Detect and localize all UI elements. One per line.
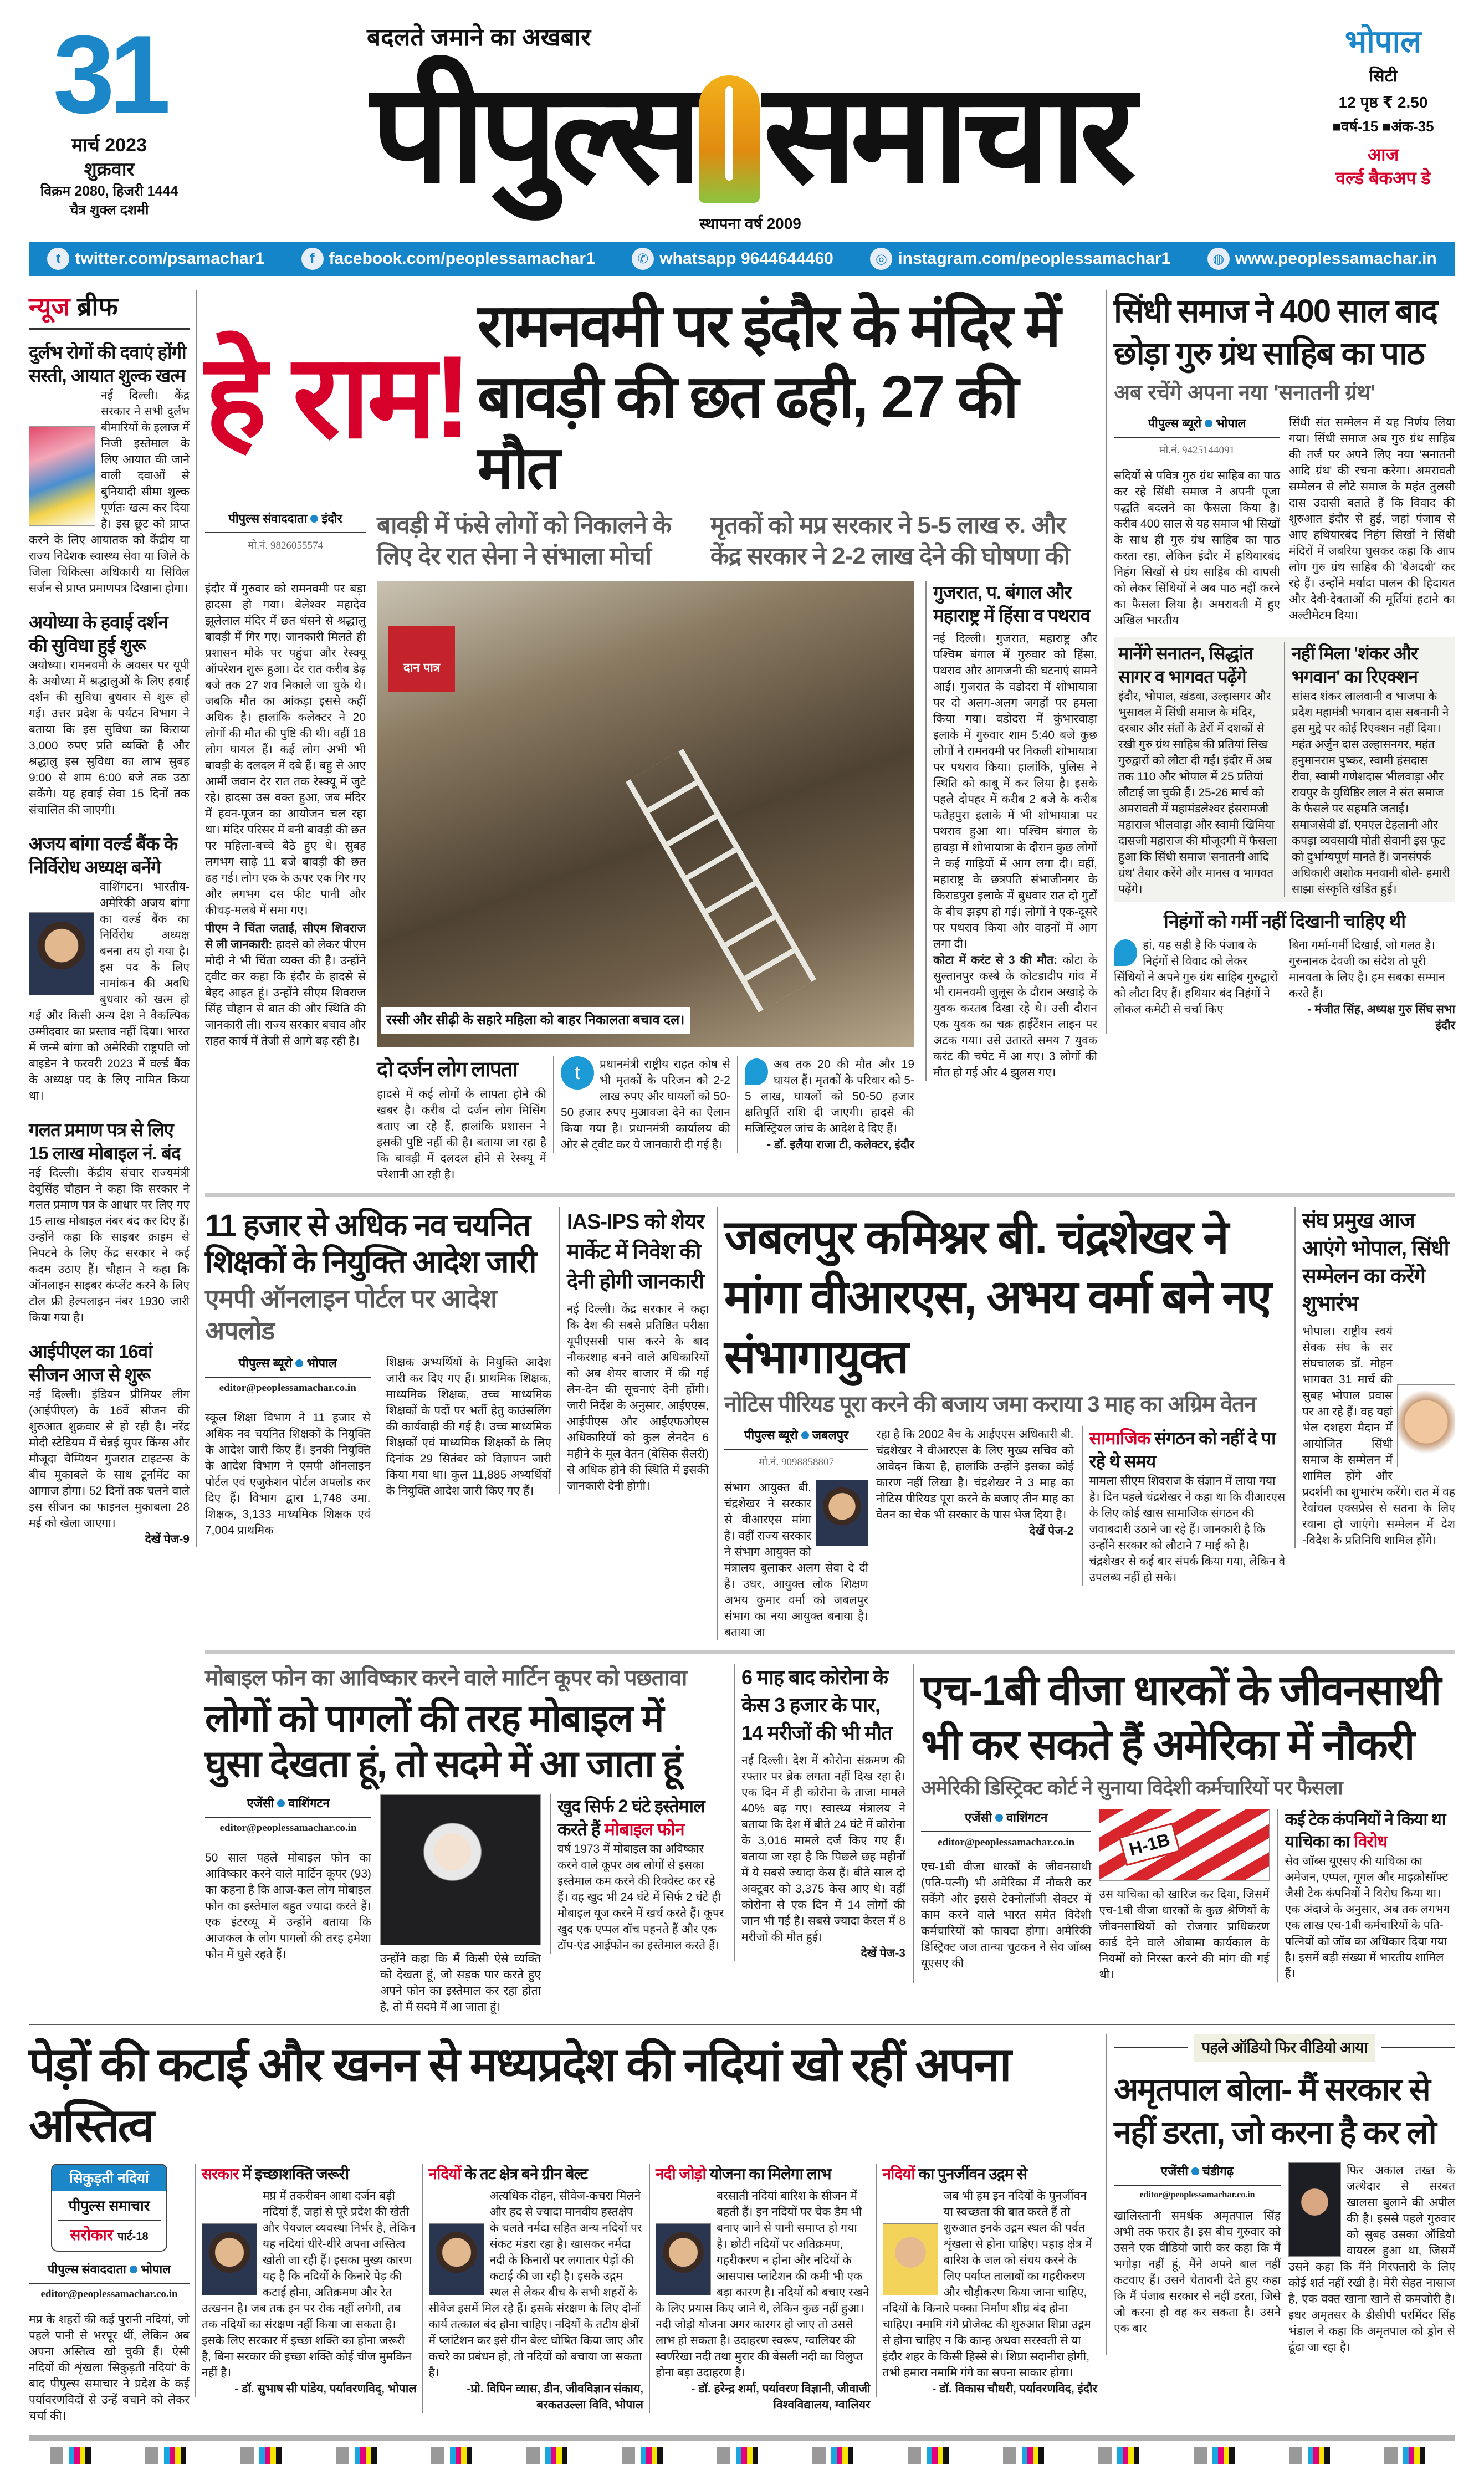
- byline-email[interactable]: editor@peoplessamachar.co.in: [219, 1382, 356, 1394]
- byline-email[interactable]: editor@peoplessamachar.co.in: [1139, 2190, 1255, 2200]
- box-body: वर्ष 1973 में मोबाइल का अविष्कार करने वाले कूपर अब लोगों से इसका इस्तेमाल कम करने की रिक्वेस्ट कर रहे हैं। वह खुद भी 24 घंटे में सिर्फ 2 घंटे ही मोबाइल यूज करने में खर्च करते हैं। कूपर खुद एक एप्पल वॉच पहनते हैं और एक टॉप-एंड आईफोन का इस्तेमाल करते हैं।: [557, 1843, 724, 1952]
- rivers-columns: [29, 2164, 1097, 2424]
- today-label: आज: [1367, 145, 1399, 165]
- brief-body: अयोध्या। रामनवमी के अवसर पर यूपी के अयोध्या में श्रद्धालुओं के लिए हवाई दर्शन की सुविधा बुधवार से शुरू हो गई। उत्तर प्रदेश के पर्यटन विभाग ने बताया कि इस सुविधा का किराया 3,000 रुपए प्रति व्यक्ति है और श्रद्धालु इस सुविधा का लाभ सुबह 9:00 से शाम 6:00 बजे तक उठा सकेंगे। यह हवाई सेवा 15 दिनों तक संचालित की जाएगी।: [29, 659, 190, 816]
- box-title: खुद सिर्फ 2 घंटे इस्तेमाल करते हैं मोबाइल फोन: [557, 1796, 705, 1839]
- ajay-banga-photo: [29, 912, 94, 995]
- expert-view[interactable]: [422, 2164, 644, 2413]
- sindhi-subhead: अब रचेंगे अपना नया 'सनातनी ग्रंथ': [1114, 381, 1376, 405]
- corona-headline: 6 माह बाद कोरोना के केस 3 हजार के पार, 14 मरीजों की भी मौत: [741, 1666, 892, 1744]
- sindhi-byline: [1114, 415, 1280, 628]
- amritpal-kicker-row: [1114, 2034, 1455, 2062]
- logo-text-1: पीपुल्स: [371, 56, 696, 211]
- h1b-body-1: एच-1बी वीजा धारकों के जीवनसाथी (पति-पत्नी) भी अमेरिका में नौकरी कर सकेंगे और इससे टेक्नोलॉजी सेक्टर में काम करने वाले भारत समेत विदेशी कर्मचारियों को फायदा होगा। अमेरिकी डिस्ट्रिक्ट जज तान्या चुटकन ने सेव जॉब्स यूएसए की: [921, 1860, 1092, 1970]
- brief-body: नई दिल्ली। केंद्रीय संचार राज्यमंत्री देवुसिंह चौहान ने कहा कि सरकार ने गलत प्रमाण पत्र के आधार पर लिए गए 15 लाख मोबाइल नंबर बंद कर दिए हैं। उन्होंने कहा कि साइबर क्राइम से निपटने के लिए केंद्र सरकार ने कई कदम उठाए हैं। चौहान ने कहा कि ऑनलाइन साइबर कंप्लेंट करने के लिए टोल फ्री हेल्पलाइन नंबर 1930 जारी किया गया है।: [29, 1167, 190, 1324]
- jabalpur-body-1: संभाग आयुक्त बी. चंद्रशेखर ने सरकार से वीआरएस मांगा है। वहीं राज्य सरकार ने संभाग आयुक्त को मंत्रालय बुलाकर अलग सेवा दे दी है। उधर, आयुक्त लोक शिक्षण अभय कुमार वर्मा को जबलपुर संभाग का नया आयुक्त बनाया है। बताया जा: [724, 1481, 868, 1639]
- expert-view[interactable]: [195, 2164, 417, 2397]
- nihang-body-1: [1114, 937, 1280, 1017]
- brief-title: अजय बांगा वर्ल्ड बैंक के निर्विरोध अध्यक्ष बनेंगे: [29, 833, 178, 877]
- lead-story: [205, 290, 1097, 1183]
- byline-name: एजेंसी: [1160, 2164, 1188, 2178]
- series-paper: पीपुल्स समाचार: [58, 2191, 161, 2221]
- tagline: बदलते जमाने का अखबार: [367, 24, 591, 51]
- date-day: 31: [53, 13, 166, 136]
- side-story-violence[interactable]: [925, 581, 1097, 1081]
- twitter-bird-icon: t: [561, 1056, 594, 1090]
- rivers-headline[interactable]: पेड़ों की कटाई और खनन से मध्यप्रदेश की नदियां खो रहीं अपना अस्तित्व: [29, 2038, 1010, 2151]
- rivers-intro: मप्र के शहरों की कई पुरानी नदियां, जो पहले पानी से भरपूर थीं, लेकिन अब अपना अस्तित्व खो चुकी हैं। ऐसी नदियों की शृंखला 'सिकुड़ती नदियां' के बाद पीपुल्स समाचार ने प्रदेश के कई पर्यावरणविदों से उन्हें बचाने को लेकर चर्चा की।: [29, 2313, 190, 2422]
- cooper-col-1: [205, 1794, 371, 1962]
- social-label: facebook.com/peoplessamachar1: [329, 249, 595, 268]
- today-event: वर्ल्ड बैकअप डे: [1335, 168, 1431, 188]
- sangh-headline: संघ प्रमुख आज आएंगे भोपाल, सिंधी सम्मेलन का करेंगे शुभारंभ: [1302, 1209, 1449, 1316]
- series-logo-box: [51, 2164, 167, 2252]
- lead-subhead-row: [205, 510, 1097, 572]
- ias-body: नई दिल्ली। केंद्र सरकार ने कहा कि देश की सबसे प्रतिष्ठित परीक्षा यूपीएससी पास करने के बाद नौकरशाह बनने वाले अधिकारियों को अब शेयर बाजार में की गई लेन-देन की सूचनाएं देनी होंगी। जारी निर्देश के अनुसार, आईएएस, आईपीएस और आईएफओएस अधिकारियों को कुल लेनदेन 6 महीने के मूल वेतन (बेसिक सैलरी) से अधिक होने की स्थिति में इसकी जानकारी देनी होगी।: [567, 1303, 709, 1492]
- sangh-story[interactable]: [1294, 1207, 1455, 1548]
- cooper-col-2: [380, 1794, 541, 2015]
- expert-view[interactable]: [649, 2164, 871, 2413]
- quote-icon: [745, 1058, 768, 1085]
- jabalpur-body-2: रहा है कि 2002 बैच के आईएएस अधिकारी बी. चंद्रशेखर ने वीआरएस के लिए मुख्य सचिव को आवेदन किया है, हालांकि उन्होंने इसका कोई कारण नहीं लिखा है। चंद्रशेखर ने 3 माह का नोटिस पीरियड पूरा करने के बजाए तीन माह का वेतन का चेक भी सरकार के पास भेज दिया है।: [876, 1428, 1074, 1521]
- amritpal-col-2: [1288, 2162, 1455, 2355]
- expert-photo: [656, 2223, 711, 2295]
- facebook-icon: f: [301, 248, 324, 270]
- cooper-headline: लोगों को पागलों की तरह मोबाइल में घुसा देखता हूं, तो सदमे में आ जाता हूं: [205, 1697, 682, 1785]
- sindhi-headline: सिंधी समाज ने 400 साल बाद छोड़ा गुरु ग्रंथ साहिब का पाठ: [1114, 293, 1437, 371]
- bullet-icon: [130, 2266, 137, 2273]
- corona-body: नई दिल्ली। देश में कोरोना संक्रमण की रफ्तार पर ब्रेक लगता नहीं दिख रहा है। एक दिन में ही कोरोना के ताजा मामले 40% बढ़ गए। स्वास्थ्य मंत्रालय ने बताया कि देश में बीते 24 घंटे में कोरोना के 3,016 मामले दर्ज किए गए हैं। बताया जा रहा है कि पिछले छह महीनों में ये सबसे ज्यादा केस हैं। बीते साल दो अक्टूबर को 3,375 केस आए थे। वहीं कोरोना से एक दिन में 14 लोगों की जान भी गई है। सबसे ज्यादा केरल में 8 मरीजों की मौत हुई।: [741, 1754, 905, 1944]
- tithi: चैत्र शुक्ल दशमी: [69, 202, 149, 218]
- social-whatsapp[interactable]: [632, 248, 833, 270]
- see-page-link[interactable]: देखें पेज-9: [145, 1533, 190, 1546]
- missing-people-story[interactable]: [377, 1056, 546, 1183]
- jabalpur-story[interactable]: [717, 1207, 1287, 1640]
- brief-title: आईपीएल का 16वां सीजन आज से शुरू: [29, 1341, 152, 1385]
- byline-phone: मो.नं. 9826055574: [247, 540, 324, 551]
- cooper-kicker: मोबाइल फोन का आविष्कार करने वाले मार्टिन कूपर को पछतावा: [205, 1666, 687, 1690]
- rivers-intro-col: [29, 2164, 190, 2424]
- edition-info: [1311, 22, 1455, 190]
- sindhi-story[interactable]: [1106, 290, 1455, 1034]
- lead-bottom-row: [377, 1056, 914, 1183]
- brief-body: नई दिल्ली। इंडियन प्रीमियर लीग (आईपीएल) के 16वें सीजन की शुरुआत शुक्रवार से हो रही है। नरेंद्र मोदी स्टेडियम में चेन्नई सुपर किंग्स और मौजूदा चैम्पियन गुजरात टाइटन्स के बीच मुकाबले के साथ टूर्नामेंट का आगाज होगा। 52 दिनों तक चलने वाले इस सीजन का फाइनल मुकाबला 28 मई को खेला जाएगा।: [29, 1388, 190, 1530]
- bullet-icon: [995, 1814, 1003, 1822]
- view-title: सरकार में इच्छाशक्ति जरूरी: [202, 2165, 349, 2182]
- byline-name: एजेंसी: [964, 1811, 992, 1824]
- lead-body-2: [205, 921, 366, 1049]
- lead-body2-title: पीएम ने चिंता जताई, सीएम शिवराज से ली जानकारी:: [205, 922, 366, 951]
- lead-headline-line: बावड़ी की छत ढही, 27 की मौत: [477, 363, 1017, 501]
- jabalpur-columns: [724, 1426, 1287, 1640]
- ias-story[interactable]: [559, 1207, 709, 1494]
- sindhi-sidebar-box: [1114, 637, 1455, 902]
- view-body: जब भी हम इन नदियों के पुनर्जीवन या स्वच्छता की बात करते हैं तो शुरुआत इनके उद्गम स्थल की पर्वत शृंखला से होना चाहिए। पहाड़ क्षेत्र में बारिश के जल को संचय करने के लिए पर्याप्त तालाबों का गहरीकरण और चौड़ीकरण किया जाना चाहिए, नदियों के किनारे पक्का निर्माण शीघ्र बंद होना चाहिए। नमामि गंगे प्रोजेक्ट की शुरुआत शिप्रा उद्गम से होना चाहिए न कि कान्ह अथवा सरस्वती से या इंदौर शहर के किसी हिस्से से। शिप्रा सदानीरा होगी, तभी हमारा नमामि गंगे का सपना साकार होगा।: [882, 2190, 1092, 2379]
- sindhi-body-2: सिंधी संत सम्मेलन में यह निर्णय लिया गया। सिंधी समाज अब गुरु ग्रंथ साहिब की तर्ज पर अपने लिए नया 'सनातनी आदि ग्रंथ' की रचना करेगा। अमरावती सम्मेलन से लौटे समाज के महंत तुलसी दास उदासी बताते हैं कि विवाद की शुरुआत इंदौर से हुई, जहां पंजाब से आए हथियारबंद निहंग सिखों ने सिंधी मंदिरों में जबरिया घुसकर कहा कि आप लोग गुरु ग्रंथ साहिब की 'बेअदबी' कर रहे हैं। उन्होंने मर्यादा पालन की हिदायत और देवी-देवताओं की मूर्तियां हटाने का अल्टीमेटम दिया।: [1289, 416, 1455, 622]
- byline-name: पीपुल्स संवाददाता: [47, 2262, 126, 2276]
- martin-cooper-photo: [380, 1794, 541, 1945]
- teachers-story[interactable]: [205, 1207, 551, 1538]
- lead-content-row: [205, 581, 1097, 1183]
- band-lead: [205, 290, 1455, 1183]
- lead-body: इंदौर में गुरुवार को रामनवमी पर बड़ा हादसा हो गया। बेलेश्वर महादेव झूलेलाल मंदिर में छत धंसने से श्रद्धालु बावड़ी में गिर गए। जानकारी मिलते ही प्रशासन मौके पर पहुंचा और रेस्क्यू ऑपरेशन शुरू हुआ। देर रात करीब डेढ़ बजे तक 27 शव निकाले जा चुके थे। जबकि मौत का आंकड़ा इससे कहीं अधिक है। हालांकि कलेक्टर ने 20 लोगों की मौत की पुष्टि की थी। वहीं 18 लोग घायल हैं। कई लोग अभी भी बावड़ी के दलदल में दबे हैं। बहु से आए आर्मी जवान देर रात तक रेस्क्यू में जुटे रहे। हादसा उस वक्त हुआ, जब मंदिर में हवन-पूजन का आयोजन चल रहा था। मंदिर परिसर में बनी बावड़ी की छत पर महिला-बच्चे बैठे हुए थे। सुबह लगभग साढ़े 11 बजे बावड़ी की छत ढह गई। लोग एक के ऊपर एक गिर गए और लगभग दस फीट पानी और कीचड़-मलबे में समा गए।: [205, 582, 366, 917]
- jabalpur-headline: जबलपुर कमिश्नर बी. चंद्रशेखर ने मांगा वीआरएस, अभय वर्मा बने नए संभागायुक्त: [724, 1211, 1271, 1383]
- brief-item[interactable]: [29, 341, 190, 596]
- h1b-body-2: उस याचिका को खारिज कर दिया, जिसमें एच-1बी वीजा धारकों के कुछ श्रेणियों के जीवनसाथियों को रोजगार प्राधिकरण कार्ड देने वाले ओबामा कार्यकाल के नियमों को निरस्त करने की मांग की गई थी।: [1099, 1888, 1270, 1981]
- donation-box-sign: दान पात्र: [388, 626, 455, 692]
- byline-place: इंदौर: [321, 512, 342, 525]
- weekday: शुक्रवार: [84, 159, 135, 180]
- h1b-story[interactable]: [913, 1664, 1455, 1983]
- brief-title: अयोध्या के हवाई दर्शन की सुविधा हुई शुरू: [29, 612, 168, 656]
- series-part: सरोकार पार्ट-18: [70, 2226, 149, 2243]
- logo-pen-emblem-icon: [699, 75, 760, 203]
- cooper-columns: [205, 1794, 726, 2015]
- sindhi-body-1: सदियों से पवित्र गुरु ग्रंथ साहिब का पाठ कर रहे सिंधी समाज ने अपनी पूजा पद्धति बदलने का फैसला किया है। करीब 400 साल से यह समाज भी सिखों के साथ ही गुरु ग्रंथ साहिब का पाठ करता रहा, लेकिन इंदौर में हथियारबंद निहंग सिखों से ग्रंथ साहिब की वापसी को लेकर सिंधियों ने अब पाठ नहीं करने का फैसला लिया है। अमरावती में हुए अखिल भारतीय: [1114, 469, 1280, 627]
- logo-text-2: समाचार: [763, 56, 1130, 211]
- social-twitter[interactable]: [47, 248, 264, 270]
- social-label: twitter.com/psamachar1: [75, 249, 265, 268]
- edition-name: सिटी: [1369, 67, 1398, 85]
- view-author: - डॉ. सुभाष सी पांडेय, पर्यावरणविद्, भोपाल: [234, 2382, 417, 2395]
- cooper-body-2: उन्होंने कहा कि मैं किसी ऐसे व्यक्ति को देखता हूं, जो सड़क पार करते हुए अपने फोन का इस्तेमाल कर रहा होता है, तो मैं सदमे में आ जाता हूं।: [380, 1952, 541, 2013]
- quote-body: अब तक 20 की मौत और 19 घायल हैं। मृतकों के परिवार को 5-5 लाख, घायलों को 50-50 हजार क्षतिपूर्ति राशि दी जाएगी। हादसे की मजिस्ट्रियल जांच के आदेश दे दिए हैं।: [745, 1058, 914, 1135]
- expert-view[interactable]: [876, 2164, 1098, 2397]
- teachers-body-2: शिक्षक अभ्यर्थियों के नियुक्ति आदेश जारी कर दिए गए हैं। प्राथमिक शिक्षक, माध्यमिक शिक्षक, उच्च माध्यमिक शिक्षकों के पदों पर भर्ती हेतु काउंसलिंग की कार्यवाही की गई है। उच्च माध्यमिक शिक्षकों एवं माध्यमिक शिक्षकों के लिए दिनांक 29 सितंबर को विज्ञापन जारी किया गया था। कुल 11,885 अभ्यर्थियों के नियुक्ति आदेश जारी किए गए हैं।: [386, 1356, 551, 1497]
- lead-subhead-right: मृतकों को मप्र सरकार ने 5-5 लाख रु. और केंद्र सरकार ने 2-2 लाख देने की घोषणा की: [710, 512, 1070, 570]
- view-body: बरसाती नदियां बारिश के सीजन में बहती हैं। इन नदियों पर चेक डैम भी बनाए जाने से पानी समाप्त हो गया है। छोटी नदियों पर अतिक्रमण, गहरीकरण न होना और नदियों के आसपास प्लांटेशन की कमी भी एक बड़ा कारण है। नदियों को बचाए रखने के लिए प्रयास किए जाने थे, लेकिन कुछ नहीं हुआ। नदी जोड़ो योजना अगर कारगर हो जाए तो उससे लाभ हो सकता है। उदाहरण स्वरूप, ग्वालियर की स्वर्णरेखा नदी तथा मुरार की बेसली नदी का विलुप्त होना बड़ा उदाहरण है।: [656, 2190, 869, 2379]
- box-body: मामला सीएम शिवराज के संज्ञान में लाया गया है। दिन पहले चंद्रशेखर ने कहा था कि वीआरएस के लिए कोई खास सामाजिक संगठन की जवाबदारी उठाने जा रहे हैं। जानकारी है कि उन्होंने सरकार को लौटाने 7 माई को है। चंद्रशेखर से कई बार संपर्क किया गया, लेकिन वे उपलब्ध नहीं हो सके।: [1089, 1475, 1286, 1584]
- teachers-columns: [205, 1354, 551, 1538]
- amritpal-photo: [1288, 2162, 1341, 2257]
- volume-issue: ■वर्ष-15 ■अंक-35: [1332, 118, 1434, 135]
- bullet-icon: [1205, 420, 1212, 427]
- box-body: सांसद शंकर लालवानी व भाजपा के प्रदेश महामंत्री भगवान दास सबनानी ने इस मुद्दे पर कोई रिएक्शन नहीं दिया। महंत अर्जुन दास उल्हासनगर, महंत हनुमानराम पुष्कर, स्वामी हंसदास रीवा, स्वामी गणेशदास भीलवाड़ा और रायपुर के युधिष्ठिर लाल ने संत समाज के फैसले पर सहमति जताई। समाजसेवी डॉ. एमएल टेहलानी और कपड़ा व्यवसायी मोती सेवानी इस फूट को दुर्भाग्यपूर्ण मानते हैं। जनसंपर्क अधिकारी अशोक मनवानी बोले- हमारी साझा संस्कृति खंडित हुई।: [1292, 690, 1450, 896]
- medicine-photo: [29, 426, 95, 526]
- photo-caption: रस्सी और सीढ़ी के सहारे महिला को बाहर निकालता बचाव दल।: [381, 1007, 690, 1034]
- h1b-visa-image: [1099, 1809, 1269, 1881]
- bullet-icon: [310, 515, 318, 523]
- h1b-col-1: [921, 1809, 1091, 1971]
- band-third: [205, 1664, 1455, 2015]
- brief-item[interactable]: [29, 611, 190, 818]
- byline-place: वाशिंगटन: [1006, 1811, 1048, 1824]
- brief-title: दुर्लभ रोगों की दवाएं होंगी सस्ती, आयात शुल्क खत्म: [29, 342, 186, 386]
- box-title: मानेंगे सनातन, सिद्धांत सागर व भागवत पढ़ेंगे: [1118, 643, 1253, 687]
- lead-subhead-left: बावड़ी में फंसे लोगों को निकालने के लिए देर रात सेना ने संभाला मोर्चा: [377, 512, 671, 570]
- lead-body2-text: हादसे को लेकर पीएम मोदी ने भी चिंता व्यक्त की है। उन्होंने ट्वीट कर कहा कि इंदौर के हादसे से बेहद आहत हूं। उन्होंने सीएम शिवराज सिंह चौहान से बात की और स्थिति की जानकारी ली। राज्य सरकार बचाव और राहत कार्य में तेजी से आगे बढ़ रही है।: [205, 938, 366, 1047]
- mohan-bhagwat-photo: [1397, 1384, 1455, 1467]
- print-registration-marks: [50, 2447, 1455, 2464]
- box-title: सामाजिक संगठन को नहीं दे पा रहे थे समय: [1089, 1428, 1276, 1471]
- amritpal-headline: अमृतपाल बोला- मैं सरकार से नहीं डरता, जो करना है कर लो: [1114, 2072, 1436, 2151]
- byline-place: चंडीगढ़: [1202, 2164, 1234, 2178]
- social-facebook[interactable]: [301, 248, 595, 270]
- teachers-body-1: स्कूल शिक्षा विभाग ने 11 हजार से अधिक नव चयनित शिक्षकों के नियुक्ति के आदेश जारी किए हैं। इनकी नियुक्ति के आदेश विभाग ने एमपी ऑनलाइन पोर्टल एवं एजुकेशन पोर्टल अपलोड कर दिए हैं। विभाग द्वारा 1,748 उमा. शिक्षक, 3,133 माध्यमिक शिक्षक एवं 7,004 प्राथमिक: [205, 1412, 371, 1537]
- bullet-icon: [1191, 2167, 1199, 2175]
- byline-name: पीपुल्स ब्यूरो: [238, 1356, 293, 1370]
- side-story-2-body: कोटा के सुल्तानपुर कस्बे के कोटडादीप गांव में भी रामनवमी जुलूस के दौरान अखाड़े के युवक करतब दिखा रहे थे। उसी दौरान एक युवक का चक्र हाईटेंशन लाइन पर अटक गया। उसे उतारते समय 7 युवक करंट की चपेट में आ गए। 3 लोगों की मौत हो गई और 4 झुलस गए।: [933, 954, 1098, 1079]
- bullet-icon: [277, 1799, 285, 1807]
- lead-headline[interactable]: [478, 290, 1097, 503]
- view-body: अत्यधिक दोहन, सीवेज-कचरा मिलने और हद से ज्यादा मानवीय हस्तक्षेप के चलते नर्मदा सहित अन्य नदियों पर संकट मंडरा रहा है। खासकर नर्मदा नदी के किनारों पर लगातार पेड़ों की कटाई की जा रही है। इसके उद्गम स्थल से लेकर बीच के सभी शहरों के सीवेज इसमें मिल रहे हैं। इसके संरक्षण के लिए दोनों कार्य तत्काल बंद होना चाहिए। नदियों के तटीय क्षेत्रों में प्लांटेशन कर इसे ग्रीन बेल्ट घोषित किया जाए और कचरे का प्रबंधन हो, तो नदियों को बचाया जा सकता है।: [428, 2190, 643, 2379]
- side-story-title: गुजरात, प. बंगाल और महाराष्ट्र में हिंसा व पथराव: [933, 582, 1091, 626]
- news-brief-column: [29, 290, 197, 1547]
- view-body: मप्र में तकरीबन आधा दर्जन बड़ी नदियां हैं, जहां से पूरे प्रदेश की खेती और पेयजल व्यवस्था निर्भर है, लेकिन यह नदियां धीरे-धीरे अपना अस्तित्व खोती जा रही हैं। इसका मुख्य कारण यह है कि नदियों के किनारे पेड़ की कटाई होना, अतिक्रमण और रेत उत्खनन है। जब तक इन पर रोक नहीं लगेगी, तब तक नदियों का संरक्षण नहीं किया जा सकता है। इसके लिए सरकार में इच्छा शक्ति का होना जरूरी है, बिना सरकार की इच्छा शक्ति कोई चीज मुमकिन नहीं है।: [202, 2190, 416, 2379]
- box-title: कई टेक कंपनियों ने किया था याचिका का विरोध: [1285, 1811, 1446, 1851]
- byline-place: वाशिंगटन: [288, 1796, 330, 1810]
- h1b-label: H-1B: [1119, 1823, 1180, 1866]
- lead-byline: [205, 510, 366, 552]
- expert-photo: [883, 2223, 938, 2295]
- missing-body: हादसे में कई लोगों के लापता होने की खबर है। करीब दो दर्जन लोग मिसिंग बताए जा रहे हैं, हालांकि प्रशासन ने इसकी पुष्टि नहीं की है। बताया जा रहा है कि बावड़ी में दलदल होने से रेस्क्यू में परेशानी आ रही है।: [377, 1088, 546, 1181]
- nihang-title: निहंगों को गर्मी नहीं दिखानी चाहिए थी: [1163, 911, 1406, 932]
- missing-title: दो दर्जन लोग लापता: [377, 1058, 517, 1081]
- dateline: [29, 13, 190, 219]
- amritpal-story[interactable]: [1106, 2034, 1455, 2355]
- social-label: instagram.com/peoplessamachar1: [898, 249, 1171, 268]
- byline-place: जबलपुर: [812, 1428, 848, 1442]
- quote-author: - मंजीत सिंह, अध्यक्ष गुरु सिंघ सभा इंदौर: [1307, 1003, 1455, 1032]
- side-story-2-title: कोटा में करंट से 3 की मौत:: [933, 954, 1058, 967]
- byline-name: पीपुल्स ब्यूरो: [1148, 416, 1202, 430]
- sangh-body: भोपाल। राष्ट्रीय स्वयं सेवक संघ के सर संघचालक डॉ. मोहन भागवत 31 मार्च की सुबह भोपाल प्रवास पर आ रहे हैं। वह यहां भेल दशहरा मैदान में आयोजित सिंधी समाज के सम्मेलन में शामिल होंगे और प्रदर्शनी का शुभारंभ करेंगे। रात में वह रेवांचल एक्सप्रेस से सतना के लिए रवाना हो जाएंगे। सम्मेलन में देश -विदेश के प्रतिनिधि शामिल होंगे।: [1302, 1325, 1455, 1547]
- social-website[interactable]: [1207, 248, 1437, 270]
- view-author: - डॉ. हरेन्द्र शर्मा, पर्यावरण विज्ञानी, जीवाजी विश्वविद्यालय, ग्वालियर: [691, 2382, 871, 2411]
- byline-place: भोपाल: [140, 2262, 171, 2276]
- view-author: - डॉ. विकास चौधरी, पर्यावरणविद, इंदौर: [932, 2382, 1097, 2395]
- nihang-columns: [1114, 937, 1455, 1034]
- byline-place: भोपाल: [1216, 416, 1246, 430]
- byline-name: एजेंसी: [247, 1796, 274, 1810]
- martin-cooper-story[interactable]: [205, 1664, 726, 2015]
- news-brief-label: न्यूज ब्रीफ: [29, 290, 190, 330]
- lead-exclamation: हे राम!: [205, 331, 469, 462]
- expert-photo: [429, 2223, 484, 2295]
- byline-phone: मो.नं. 9098858807: [758, 1456, 835, 1468]
- lead-headline-row: [205, 290, 1097, 503]
- social-label: www.peoplessamachar.in: [1235, 249, 1437, 268]
- tweet-body: प्रधानमंत्री राष्ट्रीय राहत कोष से भी मृतकों के परिजन को 2-2 लाख रुपए और घायलों को 50-50 हजार रुपए मुआवजा देने का ऐलान किया गया है। प्रधानमंत्री कार्यालय की ओर से ट्वीट कर ये जानकारी दी गई है।: [561, 1058, 730, 1151]
- section-divider: [205, 1193, 1455, 1197]
- pages-price: 12 पृष्ठ ₹ 2.50: [1338, 94, 1428, 111]
- city-name: भोपाल: [1344, 24, 1422, 59]
- h1b-headline: एच-1बी वीजा धारकों के जीवनसाथी भी कर सकते हैं अमेरिका में नौकरी: [921, 1667, 1441, 1768]
- series-title: सिकुड़ती नदियां: [52, 2165, 166, 2191]
- band-bottom: [29, 2034, 1455, 2424]
- teachers-col-1: [205, 1354, 371, 1538]
- sindhi-box-2[interactable]: [1284, 642, 1451, 897]
- founded-year: स्थापना वर्ष 2009: [699, 215, 801, 232]
- lead-headline-line: रामनवमी पर इंदौर के मंदिर में: [477, 292, 1059, 359]
- h1b-col-2: [1099, 1809, 1269, 1983]
- jabalpur-subhead: नोटिस पीरियड पूरा करने की बजाय जमा कराया 3 माह का अग्रिम वेतन: [724, 1392, 1256, 1417]
- side-story-body: नई दिल्ली। गुजरात, महाराष्ट्र और पश्चिम बंगाल में गुरुवार को हिंसा, पथराव और आगजनी की घटनाएं सामने आईं। गुजरात के वडोदरा में शोभायात्रा पर दो अलग-अलग जगहों पर हमला किया गया। वडोदरा में कुंभारवाड़ा इलाके में गुरुवार शाम 5:40 बजे कुछ लोगों ने रामनवमी पर निकली शोभायात्रा पर पथराव किया। हालांकि, पुलिस ने स्थिति को काबू में कर लिया है। इसके पहले दोपहर में करीब 2 बजे के करीब फतेहपुरा इलाके में भी शोभायात्रा पर पथराव हुआ था। पश्चिम बंगाल के हावड़ा में शोभायात्रा के दौरान कुछ लोगों ने कई गाड़ियों में आग लगा दी। वहीं, महाराष्ट्र के छत्रपति संभाजीनगर के किराडपुरा इलाके में बुधवार रात दो गुटों के बीच झड़प हो गई। लोगों ने एक-दूसरे पर पथराव किया और वाहनों में आग लगा दी।: [933, 632, 1097, 950]
- nihang-text: हां, यह सही है कि पंजाब के निहंगों से विवाद को लेकर सिंधियों ने अपने गुरु ग्रंथ साहिब गुरुद्वारों को लौटा दिए हैं। हथियार बंद निहंगों ने लोकल कमेटी से चर्चा किए: [1114, 939, 1278, 1016]
- twitter-icon: t: [47, 248, 69, 270]
- pm-tweet-box[interactable]: [553, 1056, 730, 1153]
- side-story-2: [933, 952, 1097, 1081]
- brief-item[interactable]: [29, 832, 190, 1104]
- social-instagram[interactable]: [870, 248, 1170, 270]
- h1b-subhead: अमेरिकी डिस्ट्रिक्ट कोर्ट ने सुनाया विदेशी कर्मचारियों पर फैसला: [921, 1776, 1343, 1799]
- masthead: [29, 13, 1455, 234]
- view-author: -प्रो. विपिन व्यास, डीन, जीवविज्ञान संकाय, बरकतउल्ला विवि, भोपाल: [467, 2382, 643, 2411]
- jabalpur-byline-col: [724, 1426, 868, 1640]
- cooper-body-1: 50 साल पहले मोबाइल फोन का आविष्कार करने वाले मार्टिन कूपर (93) का कहना है कि आज-कल लोग मोबाइल फोन का इस्तेमाल बहुत ज्यादा करते हैं। एक इंटरव्यू में उन्होंने बताया कि आजकल के लोग पागलों की तरह हमेशा फोन में घुसे रहते हैं।: [205, 1852, 371, 1961]
- view-title: नदियों के तट क्षेत्र बने ग्रीन बेल्ट: [428, 2165, 587, 2182]
- amritpal-columns: [1114, 2162, 1455, 2355]
- sindhi-columns: [1114, 415, 1455, 628]
- globe-icon: ◍: [1207, 248, 1230, 270]
- ias-headline: IAS-IPS को शेयर मार्केट में निवेश की देनी होगी जानकारी: [567, 1210, 704, 1293]
- brief-item[interactable]: [29, 1340, 190, 1547]
- cooper-box[interactable]: [550, 1794, 726, 1954]
- view-title: नदी जोड़ो योजना का मिलेगा लाभ: [656, 2165, 831, 2182]
- amritpal-byline-col: [1114, 2162, 1281, 2336]
- section-divider: [29, 2024, 1455, 2025]
- expert-photo: [202, 2223, 257, 2295]
- nihang-body-2: [1289, 937, 1455, 1034]
- byline-name: पीपुल्स ब्यूरो: [744, 1428, 798, 1442]
- bullet-icon: [801, 1431, 809, 1439]
- nihang-text: बिना गर्मा-गर्मी दिखाई, जो गलत है। गुरुनानक देवजी का संदेश तो पूरी मानवता के लिए है। हम सबका सम्मान करते हैं।: [1289, 939, 1445, 1000]
- byline-email[interactable]: editor@peoplessamachar.co.in: [938, 1837, 1075, 1848]
- quote-author: - डॉ. इलैया राजा टी, कलेक्टर, इंदौर: [767, 1138, 914, 1151]
- teachers-headline: 11 हजार से अधिक नव चयनित शिक्षकों के नियुक्ति आदेश जारी: [205, 1208, 536, 1279]
- rescue-photo[interactable]: [377, 581, 914, 1047]
- box-title: नहीं मिला 'शंकर और भगवान' का रिएक्शन: [1292, 643, 1418, 687]
- bullet-icon: [295, 1359, 303, 1367]
- calendar-era: विक्रम 2080, हिजरी 1444: [40, 183, 178, 199]
- ladder-graphic: [626, 749, 816, 1013]
- quote-icon: [1114, 939, 1137, 966]
- brief-body: नई दिल्ली। केंद्र सरकार ने सभी दुर्लभ बीमारियों के इलाज में निजी इस्तेमाल के लिए आयात की जाने वाली दवाओं से बुनियादी सीमा शुल्क पूर्णतः खत्म कर दिया है। इस छूट को प्राप्त करने के लिए आयातक को केंद्रीय या राज्य निदेशक स्वास्थ्य सेवा या जिले के जिला चिकित्सा अधिकारी या सिविल सर्जन से प्राप्त प्रमाणपत्र दिखाना होगा।: [29, 389, 190, 595]
- h1b-columns: [921, 1809, 1455, 1983]
- amritpal-body-0: खालिस्तानी समर्थक अमृतपाल सिंह अभी तक फरार है। इस बीच गुरुवार को उसने एक वीडियो जारी कर कहा कि मैं भगोड़ा नहीं हूं, मैंने अपने बाल नहीं कटवाए हैं। उसने चेतावनी देते हुए कहा कि मैं पंजाब सरकार से नहीं डरता, जिसे जो करना हो वह कर सकता है। उसने एक बार: [1114, 2210, 1281, 2335]
- newspaper-logo[interactable]: [201, 53, 1300, 214]
- main-area: [29, 290, 1455, 2015]
- nihang-quote-story[interactable]: [1114, 909, 1455, 1034]
- chandrashekhar-photo: [816, 1480, 868, 1546]
- byline-phone: मो.नं. 9425144091: [1159, 444, 1235, 456]
- social-bar: [29, 242, 1455, 276]
- amritpal-kicker: पहले ऑडियो फिर वीडियो आया: [1194, 2034, 1375, 2062]
- corona-story[interactable]: [734, 1664, 905, 1961]
- lead-photo-column: [377, 581, 914, 1183]
- band-second: [205, 1207, 1455, 1640]
- box-body: इंदौर, भोपाल, खंडवा, उल्हासगर और भुसावल में सिंधी समाज के मंदिर, दरबार और संतों के डेरों में दशकों से रखी गुरु ग्रंथ साहिब की प्रतियां सिख गुरुद्वारों को लौटा दी गईं। इंदौर में अब तक 110 और भोपाल में 25 प्रतियां लौटाई जा चुकी हैं। 25-26 मार्च को अमरावती में महामंडलेश्वर हंसरामजी महाराज भीलवाड़ा और स्वामी खिमिया दासजी महाराज की मौजूदगी में फैसला हुआ कि सिंधी समाज 'सनातनी आदि ग्रंथ' तैयार करेंगे और मानस व भागवत पढ़ेंगे।: [1118, 690, 1277, 896]
- view-title: नदियों का पुनर्जीवन उद्गम से: [882, 2165, 1027, 2182]
- byline-email[interactable]: editor@peoplessamachar.co.in: [40, 2288, 178, 2300]
- brief-body: वाशिंगटन। भारतीय-अमेरिकी अजय बांगा का वर्ल्ड बैंक का निर्विरोध अध्यक्ष बनना तय हो गया है। इस पद के लिए नामांकन की अवधि बुधवार को खत्म हो गई और किसी अन्य देश ने वैकल्पिक उम्मीदवार का प्रस्ताव नहीं दिया। भारत में जन्मे बांगा को अमेरिकी राष्ट्रपति जो बाइडेन ने फरवरी 2023 में वर्ल्ड बैंक के अध्यक्ष पद के लिए नामित किया था।: [29, 881, 190, 1102]
- whatsapp-icon: ✆: [632, 248, 654, 270]
- see-page-link[interactable]: देखें पेज-2: [1029, 1525, 1074, 1537]
- bottom-rule: [29, 2435, 1455, 2441]
- section-divider: [205, 1650, 1455, 1654]
- box-body: सेव जॉब्स यूएसए की याचिका का अमेजन, एप्पल, गूगल और माइक्रोसॉफ्ट जैसी टेक कंपनियों ने विरोध किया था। एक अंदाजे के अनुसार, अब तक लगभग एक लाख एच-1बी कर्मचारियों के पति-पत्नियों को जॉब का अधिकार दिया गया है। इसमें बड़ी संख्या में भारतीय शामिल हैं।: [1285, 1855, 1450, 1980]
- collector-quote-box[interactable]: [737, 1056, 914, 1153]
- rivers-feature: [29, 2034, 1097, 2424]
- jabalpur-col-2: [876, 1426, 1074, 1539]
- social-label: whatsapp 9644644460: [659, 249, 833, 268]
- teachers-subhead: एमपी ऑनलाइन पोर्टल पर आदेश अपलोड: [205, 1284, 497, 1345]
- lead-body-column: [205, 581, 366, 1049]
- masthead-center: [201, 22, 1300, 234]
- h1b-box[interactable]: [1277, 1809, 1455, 1982]
- brief-item[interactable]: [29, 1118, 190, 1326]
- date-month: मार्च 2023: [71, 135, 147, 156]
- byline-place: भोपाल: [306, 1356, 337, 1370]
- amritpal-body-1: फिर अकाल तख्त के जत्थेदार से सरबत खालसा बुलाने की अपील की है। इससे पहले गुरुवार को सुबह उसका ऑडियो वायरल हुआ था, जिसमें उसने कहा कि मैंने गिरफ्तारी के लिए कोई शर्त नहीं रखी है। मेरी सेहत नासाज है, एक वक्त खाना खाने से कमजोरी है। इधर अमृतसर के डीसीपी परमिंदर सिंह भंडाल ने कहा कि अमृतपाल को ड्रोन से ढूंढा जा रहा है।: [1288, 2164, 1455, 2354]
- brief-title: गलत प्रमाण पत्र से लिए 15 लाख मोबाइल नं. बंद: [29, 1119, 181, 1163]
- byline-name: पीपुल्स संवाददाता: [228, 512, 308, 525]
- byline-email[interactable]: editor@peoplessamachar.co.in: [219, 1822, 357, 1834]
- sindhi-box-1[interactable]: [1118, 642, 1277, 897]
- bands: [205, 290, 1455, 2015]
- instagram-icon: ◎: [870, 248, 892, 270]
- social-org-box[interactable]: [1082, 1426, 1287, 1586]
- see-page-link[interactable]: देखें पेज-3: [861, 1947, 905, 1960]
